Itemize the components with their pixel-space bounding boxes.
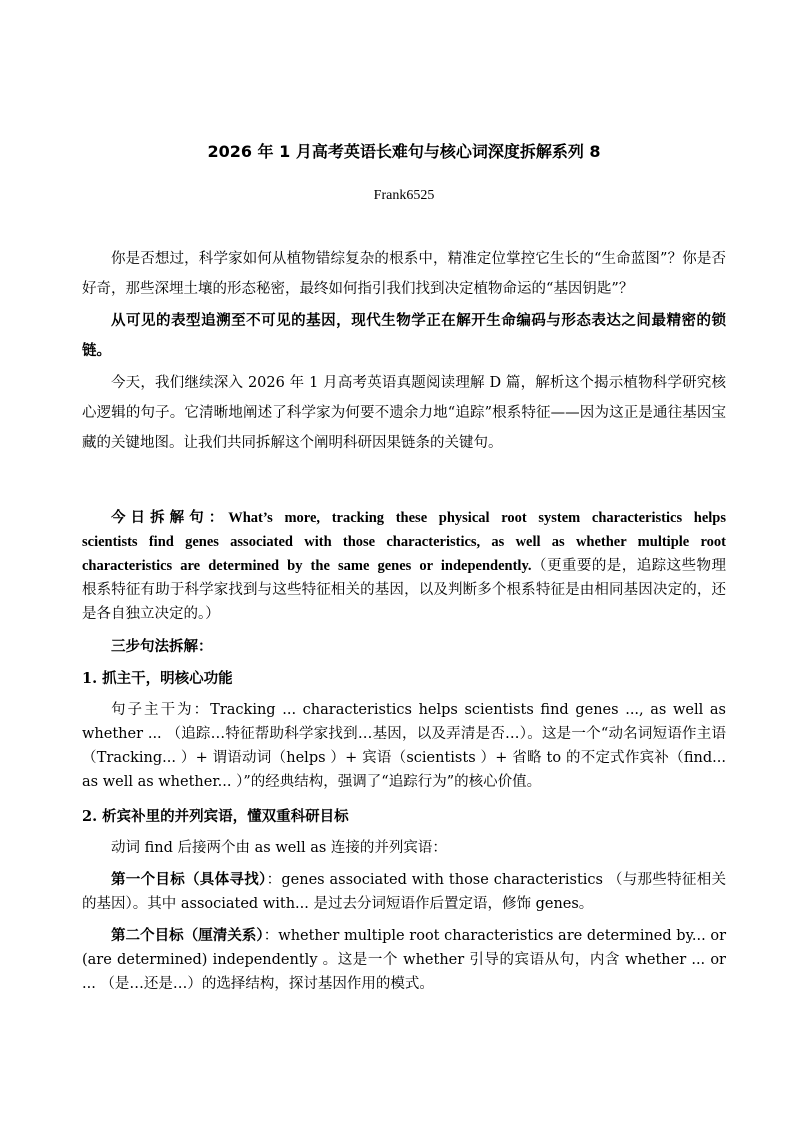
goal-1-body: ：genes associated with those characteristics （与那些特征相关的基因）。其中 associated with... 是过去分词短语作后置定语，修饰 genes。 [82,872,727,912]
goal-2-body: ：whether multiple root characteristics are determined by... or (are determined) independently 。这是一个 whether 引导的宾语从句，内含 whether ... or ... （是…还是…）的选择结构，探讨基因作用的模式。 [82,928,726,992]
section-2-intro: 动词 find 后接两个由 as well as 连接的并列宾语： [111,840,447,856]
goal-2-label: 第二个目标（厘清关系） [111,927,264,944]
today-label: 今日拆解句： [111,509,229,526]
intro-paragraph-1: 你是否想过，科学家如何从植物错综复杂的根系中，精准定位掌控它生长的“生命蓝图”？你是否好奇，那些深埋土壤的形态秘密，最终如何指引我们找到决定植物命运的“基因钥匙”？ [82,251,726,297]
section-1-body: 句子主干为：Tracking ... characteristics helps scientists find genes ..., as well as whether ... （追踪…特征帮助科学家找到…基因，以及弄清是否…）。这是一个“动名词短语作主语（Tracking... ）+ 谓语动词（helps ）+ 宾语（scientists ）+ 省略 to 的不定式作宾补（find... as well as whether... ）”的经典结构，强调了“追踪行为”的核心价值。 [82,702,726,790]
intro-bold-paragraph: 从可见的表型追溯至不可见的基因，现代生物学正在解开生命编码与形态表达之间最精密的锁链。 [82,312,726,359]
today-sentence-paragraph [82,506,726,626]
goal-1-paragraph [82,868,726,916]
today-english-sentence: What’s more, tracking these physical root system characteristics helps scientists find genes associated with those characteristics, as well as whether multiple root characteristics are determined by the same genes or independently. [82,510,727,574]
author-name: Frank6525 [373,188,435,203]
document-page [82,138,726,996]
section-1-heading: 1. 抓主干，明核心功能 [82,670,233,687]
intro-paragraph-3: 今天，我们继续深入 2026 年 1 月高考英语真题阅读理解 D 篇，解析这个揭示植物科学研究核心逻辑的句子。它清晰地阐述了科学家为何要不遗余力地“追踪”根系特征——因为这正是通往基因宝藏的关键地图。让我们共同拆解这个阐明科研因果链条的关键句。 [82,375,726,451]
three-steps-heading: 三步句法拆解： [111,638,213,655]
section-2-heading: 2. 析宾补里的并列宾语，懂双重科研目标 [82,808,349,825]
document-title: 2026 年 1 月高考英语长难句与核心词深度拆解系列 8 [207,142,601,161]
today-translation: （更重要的是，追踪这些物理根系特征有助于科学家找到与这些特征相关的基因，以及判断多个根系特征是由相同基因决定的，还是各自独立决定的。） [82,558,727,622]
goal-2-paragraph [82,924,726,996]
goal-1-label: 第一个目标（具体寻找） [111,871,267,888]
